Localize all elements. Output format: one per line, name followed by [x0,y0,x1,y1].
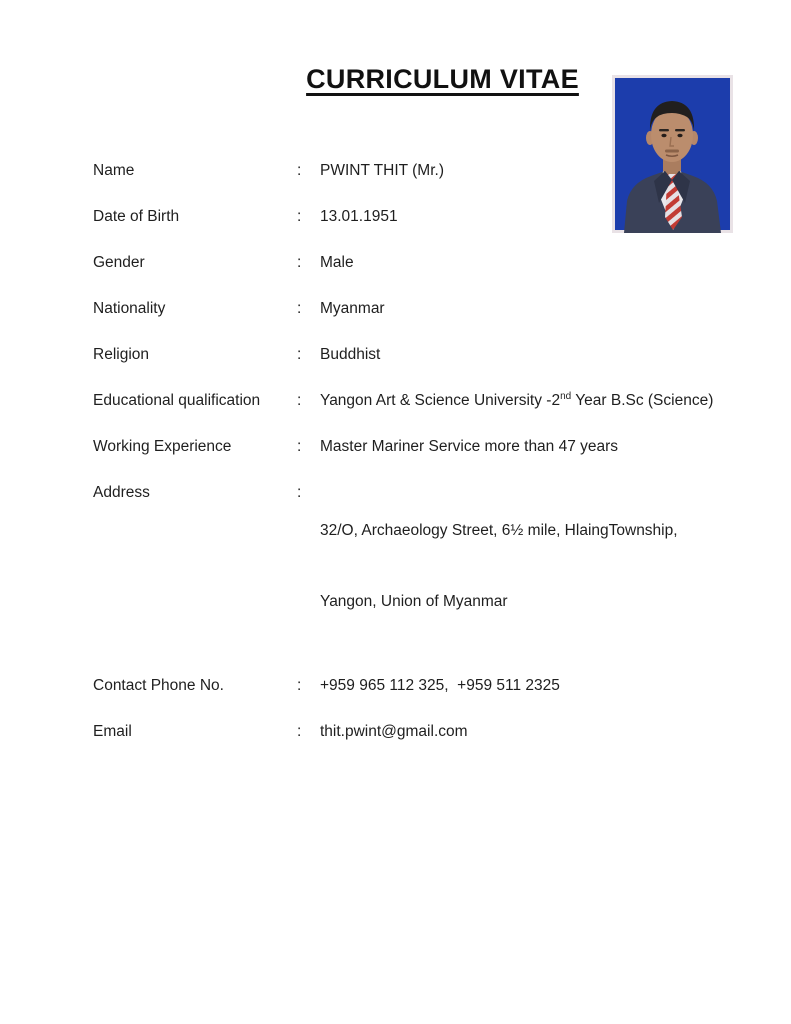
field-colon: : [297,162,302,179]
field-label: Date of Birth [93,208,180,225]
field-row-nationality [93,299,743,318]
portrait-eye-left [661,134,666,137]
field-label: Gender [93,254,145,271]
field-colon: : [297,208,302,225]
field-label: Email [93,723,132,740]
field-value: Buddhist [320,346,381,363]
field-value-rest: Year B.Sc (Science) [571,392,714,409]
field-label: Name [93,162,135,179]
field-row-name [93,161,743,180]
field-value: +959 965 112 325, +959 511 2325 [320,677,560,694]
field-label: Address [93,484,150,501]
field-colon: : [297,254,302,271]
field-row-working-experience [93,437,743,456]
field-value: Myanmar [320,300,385,317]
field-row-email [93,722,743,741]
field-value: 13.01.1951 [320,208,398,225]
field-label: Nationality [93,300,166,317]
field-row-contact-phone [93,676,743,695]
field-row-religion [93,345,743,364]
field-colon: : [297,392,302,409]
portrait-eyebrow-left [659,129,669,131]
field-value: Master Mariner Service more than 47 years [320,438,619,455]
field-label: Religion [93,346,150,363]
field-colon: : [297,346,302,363]
field-value-main: Yangon Art & Science University -2 [320,392,561,409]
document-title: CURRICULUM VITAE [306,64,579,94]
address-line-1: 32/O, Archaeology Street, 6½ mile, HlaingTownship, [320,522,678,539]
field-row-address [93,483,743,649]
portrait-mustache [665,150,679,153]
field-row-gender [93,253,743,272]
field-colon: : [297,677,302,694]
field-row-date-of-birth [93,207,743,226]
field-colon: : [297,438,302,455]
field-colon: : [297,723,302,740]
field-value-superscript: nd [560,390,572,402]
field-value [320,483,743,649]
portrait-eyebrow-right [675,129,685,131]
field-value [320,391,743,410]
field-value: Male [320,254,354,271]
field-colon: : [297,300,302,317]
field-label: Contact Phone No. [93,677,224,694]
field-value: thit.pwint@gmail.com [320,723,468,740]
field-label: Educational qualification [93,392,261,409]
portrait-eye-right [677,134,682,137]
address-line-2: Yangon, Union of Myanmar [320,593,508,610]
field-label: Working Experience [93,438,232,455]
field-colon: : [297,484,302,501]
field-row-educational-qualification [93,391,743,410]
fields-list [93,161,743,768]
field-value: PWINT THIT (Mr.) [320,162,444,179]
